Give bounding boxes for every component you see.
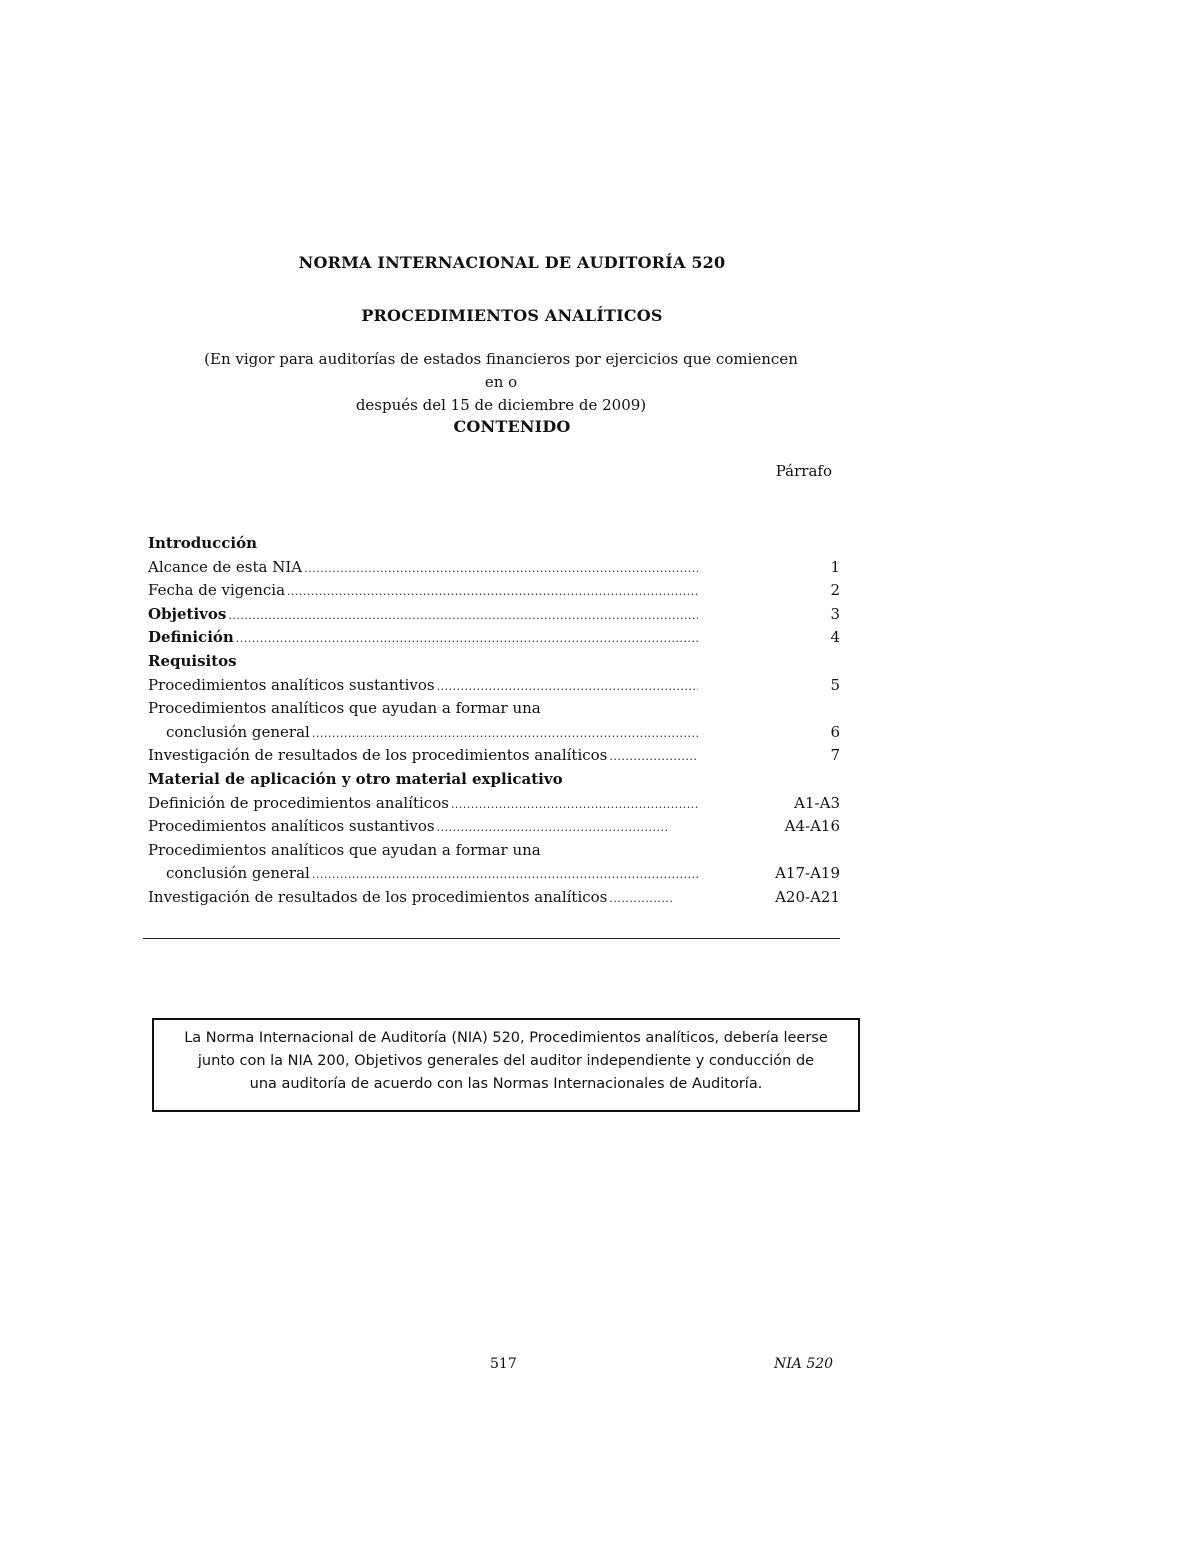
dot-leader	[437, 816, 668, 840]
toc-row-fecha[interactable]	[148, 579, 840, 603]
toc-label: Alcance de esta NIA	[148, 557, 303, 576]
toc-label: Investigación de resultados de los procedimientos analíticos	[148, 887, 608, 906]
toc-label: Definición de procedimientos analíticos	[148, 793, 449, 812]
dot-leader	[451, 793, 698, 817]
dot-leader	[437, 675, 698, 699]
toc-row-a-investigacion[interactable]	[148, 886, 840, 910]
toc-label-line: Procedimientos analíticos que ayudan a formar una	[148, 699, 541, 718]
effective-date-line-2: después del 15 de diciembre de 2009)	[355, 396, 647, 414]
toc-row-a-definicion[interactable]	[148, 792, 840, 816]
contents-heading: CONTENIDO	[453, 417, 571, 436]
toc-paragraph-ref: A4-A16	[784, 817, 840, 836]
dot-leader	[609, 887, 673, 911]
toc-row-a-conclusion[interactable]	[148, 862, 840, 886]
toc-section-requisitos: Requisitos	[148, 651, 237, 670]
toc-label: Investigación de resultados de los procedimientos analíticos	[148, 746, 608, 765]
toc-paragraph-ref: 3	[830, 604, 840, 623]
toc-label: Objetivos	[148, 604, 227, 623]
dot-leader	[287, 580, 698, 604]
toc-paragraph-ref: A1-A3	[794, 793, 840, 812]
toc-section-material: Material de aplicación y otro material explicativo	[148, 769, 563, 788]
toc-label: Fecha de vigencia	[148, 581, 286, 600]
page-number: 517	[490, 1356, 517, 1372]
toc-label: Procedimientos analíticos sustantivos	[148, 675, 435, 694]
running-head: NIA 520	[774, 1356, 834, 1372]
toc-paragraph-ref: 4	[830, 628, 840, 647]
document-title: NORMA INTERNACIONAL DE AUDITORÍA 520	[298, 253, 726, 272]
table-of-contents	[148, 532, 840, 910]
toc-row-sustantivos[interactable]	[148, 674, 840, 698]
toc-paragraph-ref: 6	[830, 722, 840, 741]
toc-paragraph-ref: 5	[830, 675, 840, 694]
toc-row-alcance[interactable]	[148, 556, 840, 580]
reading-note-text: La Norma Internacional de Auditoría (NIA) 520, Procedimientos analíticos, debería leerse junto con la NIA 200, Objetivos generales del auditor independiente y conducción de una auditoría de acuerdo con las Normas Internacionales de Auditoría.	[184, 1030, 828, 1092]
section-divider	[143, 938, 840, 939]
toc-label: Definición	[148, 628, 234, 647]
toc-label: conclusión general	[166, 722, 310, 741]
toc-paragraph-ref: 2	[830, 581, 840, 600]
dot-leader	[228, 604, 698, 628]
toc-label-line: Procedimientos analíticos que ayudan a formar una	[148, 840, 541, 859]
toc-label: conclusión general	[166, 864, 310, 883]
dot-leader	[312, 863, 698, 887]
toc-row-definicion[interactable]	[148, 626, 840, 650]
toc-label: Procedimientos analíticos sustantivos	[148, 817, 435, 836]
dot-leader	[609, 745, 698, 769]
toc-paragraph-ref: 1	[830, 557, 840, 576]
toc-section-introduccion: Introducción	[148, 534, 258, 552]
document-subtitle: PROCEDIMIENTOS ANALÍTICOS	[361, 306, 663, 325]
toc-row-a-sustantivos[interactable]	[148, 815, 840, 839]
toc-row-investigacion[interactable]	[148, 744, 840, 768]
dot-leader	[312, 722, 698, 746]
dot-leader	[304, 557, 698, 581]
toc-paragraph-ref: A20-A21	[775, 887, 840, 906]
toc-row-conclusion[interactable]	[148, 721, 840, 745]
reading-note-box	[152, 1018, 860, 1112]
effective-date-note	[196, 348, 806, 417]
effective-date-line-1: (En vigor para auditorías de estados financieros por ejercicios que comiencen en o	[204, 350, 798, 391]
toc-row-objetivos[interactable]	[148, 603, 840, 627]
toc-paragraph-ref: 7	[830, 746, 840, 765]
dot-leader	[236, 627, 698, 651]
toc-paragraph-ref: A17-A19	[775, 864, 840, 883]
paragraph-column-header: Párrafo	[775, 462, 832, 480]
